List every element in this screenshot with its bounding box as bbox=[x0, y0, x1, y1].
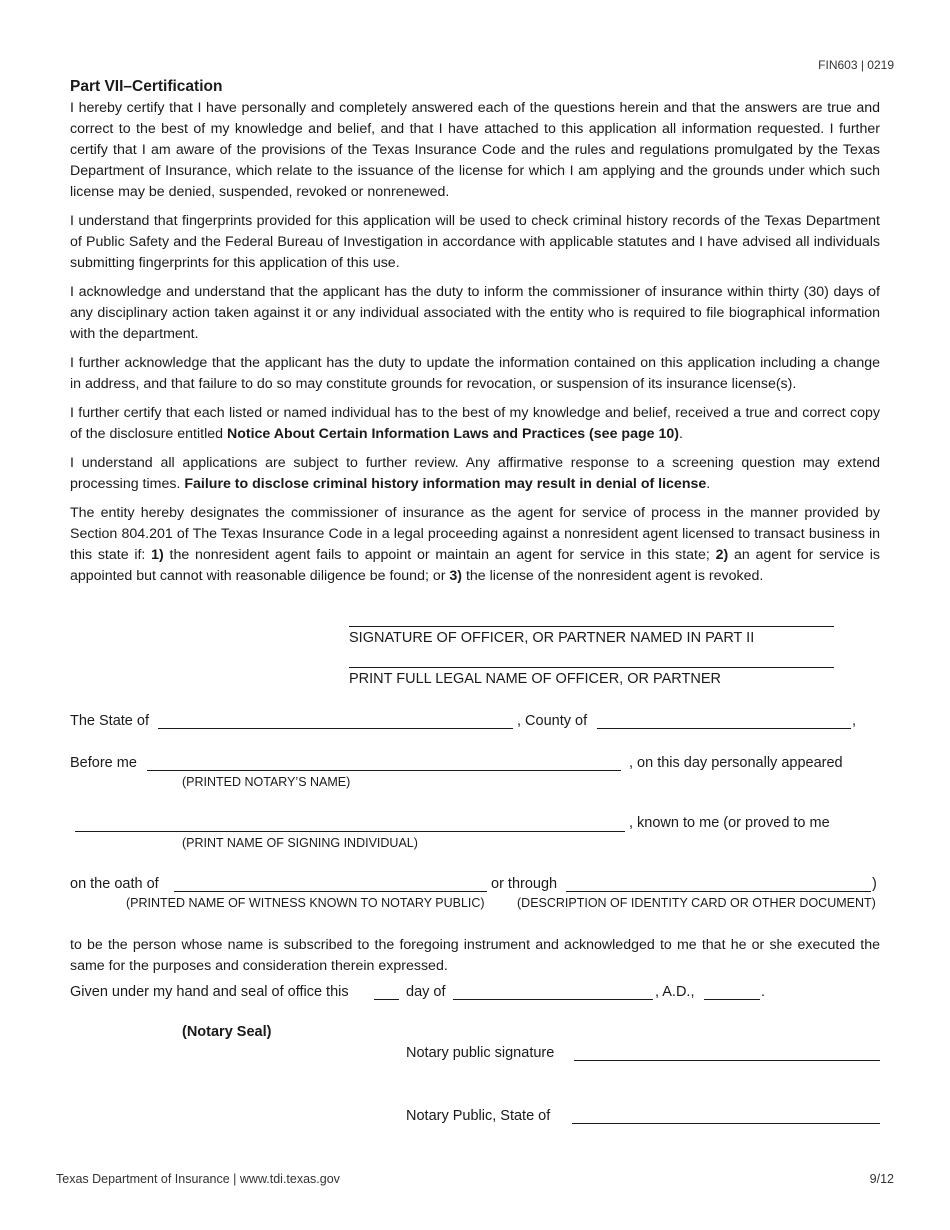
print-name-line[interactable] bbox=[349, 667, 834, 668]
paragraph-disciplinary: I acknowledge and understand that the applicant has the duty to inform the commissioner of insurance within thirty (30) days of any disciplinary action taken against it or any individual associated with the entity who is required to file biographical information with the department. bbox=[70, 284, 880, 342]
given-year-field[interactable] bbox=[704, 999, 760, 1000]
or-through-label: or through bbox=[491, 876, 558, 892]
page-number: 9/12 bbox=[869, 1172, 894, 1186]
close-paren: ) bbox=[872, 876, 877, 892]
notary-name-field[interactable] bbox=[147, 770, 621, 771]
county-of-label: , County of bbox=[517, 713, 588, 729]
given-label: Given under my hand and seal of office this bbox=[70, 984, 349, 1000]
county-end: , bbox=[852, 713, 857, 729]
known-to-me-label: , known to me (or proved to me bbox=[629, 815, 830, 831]
given-month-field[interactable] bbox=[453, 999, 653, 1000]
notary-state-field[interactable] bbox=[572, 1123, 880, 1124]
footer-org: Texas Department of Insurance | www.tdi.texas.gov bbox=[56, 1172, 340, 1186]
certification-section bbox=[70, 78, 880, 595]
form-id: FIN603 | 0219 bbox=[818, 58, 894, 72]
identity-caption: (DESCRIPTION OF IDENTITY CARD OR OTHER DOCUMENT) bbox=[517, 896, 876, 910]
state-of-label: The State of bbox=[70, 713, 149, 729]
notary-signature-field[interactable] bbox=[574, 1060, 880, 1061]
given-ad-label: , A.D., bbox=[655, 984, 695, 1000]
given-end: . bbox=[761, 984, 766, 1000]
oath-of-label: on the oath of bbox=[70, 876, 159, 892]
witness-field[interactable] bbox=[174, 891, 487, 892]
given-day-label: day of bbox=[406, 984, 446, 1000]
paragraph-certify: I hereby certify that I have personally and completely answered each of the questions herein and that the answers are true and correct to the best of my knowledge and belief, and that I have attached to this application all information requested. I further certify that I am aware of the provisions of the Texas Insurance Code and the rules and regulations promulgated by the Texas Department of Insurance, which relate to the issuance of the license for which I am applying and the grounds under which such license may be denied, suspended, revoked or nonrenewed. bbox=[70, 100, 880, 200]
notary-state-label: Notary Public, State of bbox=[406, 1108, 551, 1124]
notary-signature-label: Notary public signature bbox=[406, 1045, 555, 1061]
given-day-field[interactable] bbox=[374, 999, 399, 1000]
section-title: Part VII–Certification bbox=[70, 78, 223, 95]
criminal-history-warning: Failure to disclose criminal history information may result in denial of license bbox=[184, 476, 707, 492]
county-field[interactable] bbox=[597, 728, 851, 729]
officer-signature-line[interactable] bbox=[349, 626, 834, 627]
paragraph-designation: The entity hereby designates the commissioner of insurance as the agent for service of process in the manner provided by Section 804.201 of The Texas Insurance Code in a legal proceeding against a nonresident agent licensed to transact business in this state if: 1) the nonresident agent fails to appoint or maintain an agent for service in this state; 2) an agent for service is appointed but cannot with reasonable diligence be found; or 3) the license of the nonresident agent is revoked. bbox=[70, 505, 880, 584]
print-name-label: PRINT FULL LEGAL NAME OF OFFICER, OR PARTNER bbox=[349, 671, 721, 687]
signing-individual-field[interactable] bbox=[75, 831, 625, 832]
subscribed-paragraph: to be the person whose name is subscribed to the foregoing instrument and acknowledged to me that he or she executed the same for the purposes and consideration therein expressed. bbox=[70, 937, 880, 974]
identity-document-field[interactable] bbox=[566, 891, 871, 892]
before-me-label: Before me bbox=[70, 755, 137, 771]
paragraph-review: I understand all applications are subject to further review. Any affirmative response to a screening question may extend processing times. Failure to disclose criminal history information may result in denial of license. bbox=[70, 455, 880, 492]
paragraph-fingerprints: I understand that fingerprints provided for this application will be used to check criminal history records of the Texas Department of Public Safety and the Federal Bureau of Investigation in accordance with applicable statutes and I have advised all individuals submitting fingerprints for this application of this use. bbox=[70, 213, 880, 271]
officer-signature-label: SIGNATURE OF OFFICER, OR PARTNER NAMED IN PART II bbox=[349, 630, 755, 646]
notary-seal-label: (Notary Seal) bbox=[182, 1024, 272, 1040]
notary-name-caption: (PRINTED NOTARY’S NAME) bbox=[182, 775, 351, 789]
state-field[interactable] bbox=[158, 728, 513, 729]
paragraph-disclosure: I further certify that each listed or named individual has to the best of my knowledge and belief, received a true and correct copy of the disclosure entitled Notice About Certain Information Laws and Practices (see page 10). bbox=[70, 405, 880, 442]
witness-caption: (PRINTED NAME OF WITNESS KNOWN TO NOTARY PUBLIC) bbox=[126, 896, 485, 910]
paragraph-update-info: I further acknowledge that the applicant has the duty to update the information contained on this application including a change in address, and that failure to do so may constitute grounds for revocation, or suspension of its insurance license(s). bbox=[70, 355, 880, 392]
disclosure-title: Notice About Certain Information Laws and Practices (see page 10) bbox=[226, 426, 679, 442]
signing-individual-caption: (PRINT NAME OF SIGNING INDIVIDUAL) bbox=[182, 836, 418, 850]
appeared-label: , on this day personally appeared bbox=[629, 755, 843, 771]
